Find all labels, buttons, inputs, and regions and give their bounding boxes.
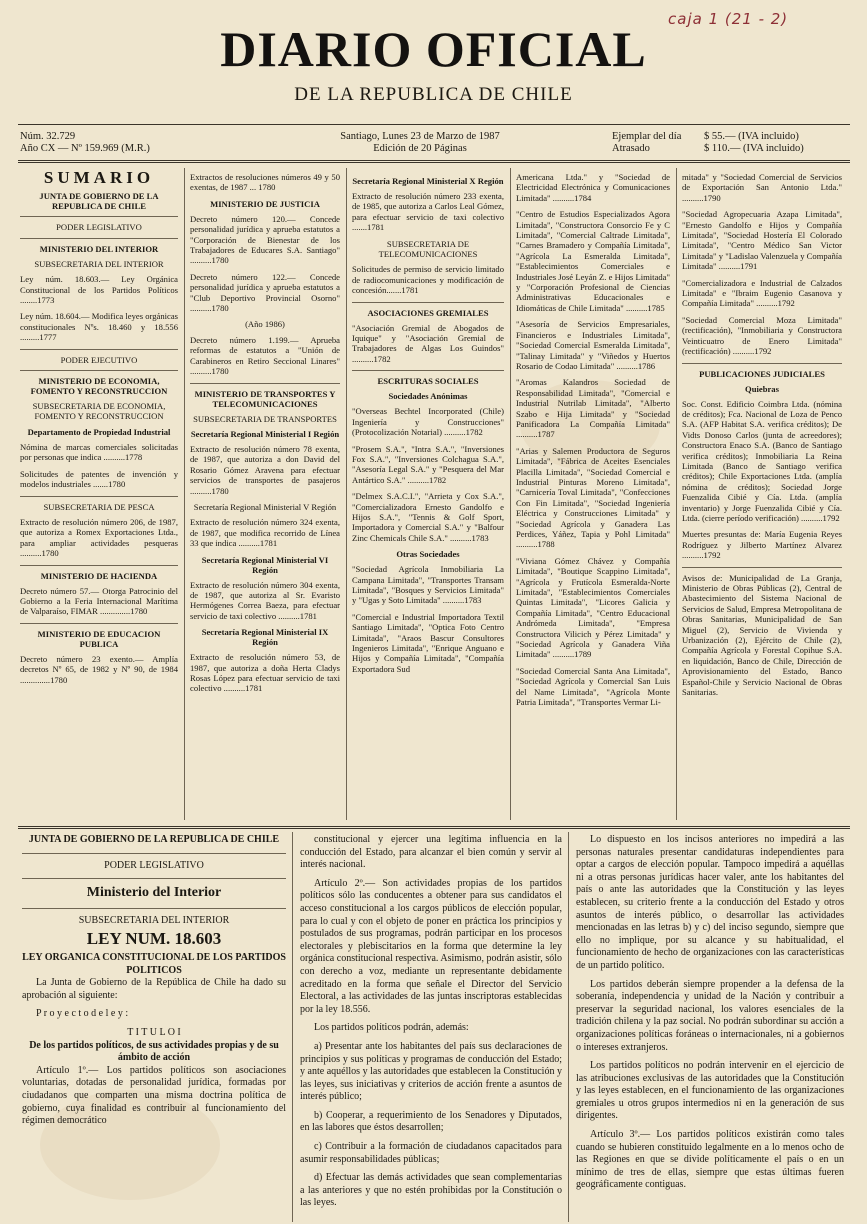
sumario-entry: "Asociación Gremial de Abogados de Iquique" y "Asociación Gremial de Trabajadores de Algas Los Guindos" ..........1782: [352, 322, 504, 364]
column-divider: [292, 832, 293, 1222]
sumario-entry: "Asesoría de Servicios Empresariales, Financieros e Industriales Limitada", "Sociedad Comercial Esmeralda Limitada", "Talinay Limitada" y "Viñedos y Huertos Rosario de Codao Limitada" ..........1786: [516, 319, 670, 371]
sumario-entry: Decreto número 122.— Concede personalidad jurídica y aprueba estatutos a "Club Deportivo Provincial Osorno" ..........1780: [190, 271, 340, 314]
sumario-heading: Secretaría Regional Ministerial VI Región: [201, 554, 329, 575]
sumario-entry: Ley núm. 18.604.— Modifica leyes orgánicas constitucionales Nºs. 18.460 y 18.556 .........1777: [20, 311, 178, 343]
law-paragraph: Lo dispuesto en los incisos anteriores no impedirá a las personas naturales presentar candidaturas independientes para optar a cargos de elección popular. Tampoco impedirá a aquéllas ni a otras personas jurídicas hacer valer, ante los habitantes del país o ante las autoridades que la Constitución y las leyes establecen, su criterio frente a la conducción del Estado y otros asuntos de interés público, o desarrollar las actividades mencionadas en las letras b) y c) del inciso segundo, siempre que ello no implique, por su alcance y su habitualidad, el funcionamiento de hecho de organizaciones con las características de un partido político.: [576, 834, 844, 971]
sumario-entry: "Sociedad Agrícola Inmobiliaria La Campana Limitada", "Transportes Transam Limitada", "Bosques y Servicios Limitada" y "Ugas y Soto Limitada" ..........1783: [352, 564, 504, 606]
sumario-entry: Extracto de resolución número 304 exenta, de 1987, que autoriza al Sr. Evaristo Hermógenes Correa Baeza, para efectuar servicio de taxi colectivo ..........1781: [190, 579, 340, 621]
ministry-heading: Ministerio del Interior: [86, 885, 222, 901]
sumario-heading: Departamento de Propiedad Industrial: [27, 426, 171, 437]
law-paragraph: Los partidos políticos no podrán intervenir en el ejercicio de las atribuciones exclusivas de las autoridades que la Constitución y las leyes establecen, en el funcionamiento de las organizaciones gremiales u otros grupos intermedios ni en la generación de sus dirigentes.: [576, 1060, 844, 1122]
masthead-subtitle: DE LA REPUBLICA DE CHILE: [294, 84, 573, 105]
sumario-entry: Decreto número 23 exento.— Amplía decretos Nº 65, de 1982 y Nº 90, de 1984 ..............1780: [20, 653, 178, 685]
sumario-entry: Decreto número 120.— Concede personalidad jurídica y aprueba estatutos a "Corporación de Bienestar de los Trabajadores de Educares S.A. Santiago" ..........1780: [190, 213, 340, 266]
section-divider: [20, 349, 178, 350]
column-divider: [184, 168, 185, 820]
issue-date: Santiago, Lunes 23 de Marzo de 1987: [340, 131, 500, 142]
section-divider: [20, 623, 178, 624]
law-heading: JUNTA DE GOBIERNO DE LA REPUBLICA DE CHILE: [28, 834, 280, 845]
sumario-entry: Nómina de marcas comerciales solicitadas por personas que indica ..........1778: [20, 441, 178, 463]
law-paragraph: c) Contribuir a la formación de ciudadanos capacitados para asumir responsabilidades públicas;: [300, 1141, 562, 1165]
sumario-entry: "Prosem S.A.", "Intra S.A.", "Inversiones Fox S.A.", "Inversiones Colchagua S.A.", "Asesoría Legal S.A." y "Pesquera del Mar Antártico S.A." ..........1782: [352, 443, 504, 485]
sumario-entry: Decreto número 57.— Otorga Patrocinio del Gobierno a la Feria Internacional Marítima de Valparaíso, FIMAR ..............1780: [20, 585, 178, 617]
sumario-heading: SUBSECRETARIA DE PESCA: [43, 501, 155, 512]
sumario-heading: (Año 1986): [245, 319, 285, 330]
price-day-label: Ejemplar del día: [612, 131, 682, 142]
column-divider: [568, 832, 569, 1222]
sumario-entry: Extracto de resolución número 206, de 1987, que autoriza a Romex Exportaciones Ltda., para ampliar actividades pesqueras ..........1780: [20, 516, 178, 559]
sumario-heading: MINISTERIO DE TRANSPORTES Y TELECOMUNICACIONES: [194, 388, 336, 409]
price-back-label: Atrasado: [612, 143, 650, 154]
sumario-entry: Extracto de resolución número 53, de 1987, que autoriza a doña Herta Cladys Rosas López para efectuar servicio de taxi colectivo ..........1781: [190, 652, 340, 694]
handwritten-archive-note: caja 1 (21 - 2): [668, 10, 789, 28]
law-subheading: SUBSECRETARIA DEL INTERIOR: [78, 914, 230, 926]
issue-year: Año CX — Nº 159.969 (M.R.): [20, 143, 150, 154]
sumario-column-5: [682, 172, 842, 820]
sumario-entry: Solicitudes de patentes de invención y modelos industriales .......1780: [20, 468, 178, 490]
issue-number-block: [20, 131, 220, 155]
section-divider: [352, 370, 504, 371]
sumario-heading: MINISTERIO DE EDUCACION PUBLICA: [37, 628, 161, 649]
sumario-heading: PODER EJECUTIVO: [60, 354, 138, 365]
sumario-heading: Secretaría Regional Ministerial V Región: [193, 501, 337, 512]
law-paragraph: a) Presentar ante los habitantes del país sus declaraciones de principios y sus políticas y programas de conducción del Estado; y ante aquéllos y las autoridades que establecen la Constitución y las leyes, sus iniciativas y criterios de acción frente a asuntos de interés público;: [300, 1040, 562, 1103]
law-heading: LEY ORGANICA CONSTITUCIONAL DE LOS PARTIDOS POLITICOS: [22, 951, 286, 976]
sumario-heading: SUBSECRETARIA DE TELECOMUNICACIONES: [378, 238, 478, 260]
sumario-bottom-rule: [18, 826, 850, 829]
section-divider: [22, 853, 286, 854]
sumario-heading: SUBSECRETARIA DE ECONOMIA, FOMENTO Y RECONSTRUCCION: [32, 401, 166, 422]
section-divider: [352, 302, 504, 303]
sumario-heading: Secretaría Regional Ministerial I Región: [190, 428, 340, 439]
sumario-entry: "Sociedad Comercial Moza Limitada" (rectificación), "Inmobiliaria y Constructora Veinticuatro de Enero Limitada" (rectificación) ..........1792: [682, 314, 842, 357]
sumario-heading: PODER LEGISLATIVO: [56, 222, 142, 233]
sumario-entry: "Comercializadora e Industrial de Calzados Limitada" e "Ibraim Eugenio Casanova y Compañía Limitada" ..........1792: [682, 277, 842, 309]
issue-price-block: [612, 131, 852, 155]
sumario-heading: ESCRITURAS SOCIALES: [377, 376, 479, 387]
law-paragraph: Los partidos deberán siempre propender a la defensa de la soberanía, independencia y unidad de la Nación y contribuir a preservar la seguridad nacional, los valores esenciales de la tradición chilena y la paz social. No podrán subordinar su acción a organizaciones políticas foráneas o internacionales, ni a gobiernos o intereses extranjeros.: [576, 978, 844, 1053]
issue-edition: Edición de 20 Páginas: [373, 143, 467, 154]
sumario-heading: JUNTA DE GOBIERNO DE LA REPUBLICA DE CHILE: [39, 191, 159, 212]
sumario-heading: MINISTERIO DE JUSTICIA: [210, 198, 320, 209]
sumario-entry: Extracto de resolución número 324 exenta, de 1987, que modifica recorrido de Línea 33 que indica ..........1781: [190, 517, 340, 549]
sumario-heading: SUBSECRETARIA DEL INTERIOR: [34, 258, 164, 269]
law-number-title: LEY NUM. 18.603: [86, 929, 222, 949]
sumario-heading: Sociedades Anónimas: [388, 391, 468, 402]
sumario-entry: "Arias y Salemen Productora de Seguros Limitada", "Fábrica de Aceites Esenciales Placilla Limitada", "Sociedad Comercial e Industrial Pinturas Moreno Limitada", "Carnicería Toval Limitada", "Confecciones Con Fin Limitada", "Sociedad Ingeniería Eléctrica y Construcciones Limitada" y "Sociedad Agrícola y Ganadera Las Perdices, Yáñez, Tapia y Pohl Limitada" ..........1788: [516, 445, 670, 550]
sumario-entry: Avisos de: Municipalidad de La Granja, Ministerio de Obras Públicas (2), Central de Abastecimiento del Sistema Nacional de Servicios de Salud, Empresa Metropolitana de Obras Sanitarias, Municipalidad de San Miguel (2), Servicio de Vivienda y Urbanización (2), Ejército de Chile (2), Compañía Agrícola y Forestal Copihue S.A. en liquidación, Banco de Chile, Dirección de Aprovisionamiento del Estado, Banco Español-Chile y Servicio Nacional de Obras Sanitarias.: [682, 572, 842, 698]
sumario-entry: "Viviana Gómez Chávez y Compañía Limitada", "Boutique Scappino Limitada", "Agrícola y Frutícola Esmeralda-Norte Limitada", "Establecimientos Comerciales Quintas Limitada", "Licores Galicia y Compañía Limitada", "Centro Educacional Andrómeda Limitada", "Empresa Constructora Vilicich y Pérez Limitada" y "Sociedad Agrícola y Ganadera Viña Limitada" ..........1789: [516, 555, 670, 660]
section-divider: [20, 565, 178, 566]
sumario-entry: Extracto de resolución número 233 exenta, de 1985, que autoriza a Carlos Leal Gómez, para efectuar servicio de taxi colectivo .......1781: [352, 191, 504, 233]
column-divider: [676, 168, 677, 820]
law-column-2: [300, 834, 562, 1220]
sumario-entry: Americana Ltda." y "Sociedad de Electricidad Electrónica y Comunicaciones Limitada" ..........1784: [516, 172, 670, 203]
sumario-heading: MINISTERIO DE HACIENDA: [40, 570, 158, 581]
section-divider: [682, 567, 842, 568]
sumario-heading: PUBLICACIONES JUDICIALES: [699, 368, 825, 379]
law-column-3: [576, 834, 844, 1220]
law-paragraph: Artículo 1º.— Los partidos políticos son asociaciones voluntarias, dotadas de personalidad jurídica, formadas por ciudadanos que comparten una misma doctrina política de gobierno, cuya finalidad es contribuir al funcionamiento del régimen democrático: [22, 1064, 286, 1127]
sumario-heading: Secretaría Regional Ministerial X Región: [352, 176, 504, 186]
section-divider: [20, 238, 178, 239]
sumario-title: SUMARIO: [43, 172, 155, 187]
section-divider: [190, 383, 340, 384]
sumario-entry: Extractos de resoluciones números 49 y 50 exentas, de 1987 ... 1780: [190, 172, 340, 193]
sumario-entry: "Centro de Estudios Especializados Agora Limitada", "Constructora Consorcio Fe y C Limitada", "Comercial Caltrade Limitada", "Carnes Bramadero y Compañía Limitada", "Agrícola La Esmeralda Limitada", "Establecimientos Comerciales e Industriales José Leyán Z. e Hijos Limitada" y "Corporación Profesional de Ciencias Administrativas Educacionales e Idiomáticas de Chile Limitada" ..........1785: [516, 209, 670, 313]
sumario-entry: "Aromas Kalandros Sociedad de Responsabilidad Limitada", "Comercial e Industrial Nutrilab Limitada", "Alberto Szabo e Hija Limitada" y "Sociedad Panificadora La Compañía Limitada" ..........1787: [516, 377, 670, 440]
section-divider: [20, 496, 178, 497]
price-day: $ 55.— (IVA incluido): [704, 131, 799, 142]
section-divider: [20, 216, 178, 217]
header-double-rule: [18, 160, 850, 163]
sumario-entry: "Overseas Bechtel Incorporated (Chile) Ingeniería y Construcciones" (Protocolización Notarial) ..........1782: [352, 406, 504, 438]
law-subheading: PODER LEGISLATIVO: [104, 859, 204, 871]
sumario-heading: Otras Sociedades: [396, 549, 460, 560]
law-column-1: [22, 834, 286, 1220]
price-back: $ 110.— (IVA incluido): [704, 143, 804, 154]
sumario-column-4: [516, 172, 670, 820]
masthead-title: DIARIO OFICIAL: [220, 21, 647, 77]
sumario-heading: ASOCIACIONES GREMIALES: [367, 307, 489, 318]
law-paragraph: constitucional y ejercer una legítima influencia en la conducción del Estado, para alcanzar el bien común y servir al interés nacional.: [300, 834, 562, 871]
law-paragraph: Artículo 2º.— Son actividades propias de los partidos políticos sólo las conducentes a obtener para sus candidatos el acceso constitucional a los cargos públicos de elección popular, para lo cual y con el objeto de poner en práctica los principios y postulados de sus programas, podrán participar en los procesos electorales y plebiscitarios en la forma que determine la ley orgánica constitucional respectiva. Asimismo, podrán asistir, sólo con derecho a voz, mediante un representante debidamente acreditado en la forma que señale el Director del Servicio Electoral, a las actividades de las juntas inscriptoras establecidas por la ley 18.556.: [300, 877, 562, 1015]
sumario-heading: MINISTERIO DE ECONOMIA, FOMENTO Y RECONSTRUCCION: [30, 376, 168, 397]
column-divider: [346, 168, 347, 820]
sumario-entry: Solicitudes de permiso de servicio limitado de radiocomunicaciones y modificación de concesión.......1781: [352, 264, 504, 296]
law-paragraph: Artículo 3º.— Los partidos políticos existirán como tales cuando se hubieren constituido legalmente en a lo menos ocho de las Regiones en que se divide políticamente el país o en un mínimo de tres de ellas, siempre que estas últimas fueren geográficamente contiguas.: [576, 1129, 844, 1191]
law-paragraph: d) Efectuar las demás actividades que sean complementarias a las anteriores y que no estén prohibidas por la Constitución o las leyes.: [300, 1172, 562, 1209]
sumario-column-1: [20, 172, 178, 820]
law-paragraph: b) Cooperar, a requerimiento de los Senadores y Diputados, en las labores que éstos desarrollen;: [300, 1109, 562, 1134]
law-heading: De los partidos políticos, de sus actividades propias y de su ámbito de acción: [29, 1039, 279, 1064]
sumario-heading: MINISTERIO DEL INTERIOR: [39, 243, 159, 254]
sumario-heading: SUBSECRETARIA DE TRANSPORTES: [193, 413, 337, 424]
section-divider: [682, 363, 842, 364]
sumario-entry: Soc. Const. Edificio Coimbra Ltda. (nómina de créditos); Fca. Nacional de Loza de Penco S.A. (AFP Habitat S.A. verifica créditos); De Vidts Donoso Carlos (junta de acreedores); Constructora Enaco S.A. (Banco de Santiago verifica créditos); Inmobiliaria La Reina Limitada (Banco de Santiago verifica créditos); Chile Exportaciones Ltda. (amplía nómina de créditos); Sociedad Jorge Fuenzalida Cibié y Cía. Ltda. (amplía inventario) y Jorge Fuenzalida Cibié y Cía. Ltda. (cierre período verificación) ..........1792: [682, 398, 842, 523]
sumario-entry: "Delmex S.A.C.I.", "Arrieta y Cox S.A.", "Comercializadora Ernesto Gandolfo e Hijos S.A.", "Tennis & Golf Sport, Importadora y Comercial S.A." y "Balfour Zinc Chemicals Chile S.A." ..........1783: [352, 491, 504, 543]
law-paragraph: La Junta de Gobierno de la República de Chile ha dado su aprobación al siguiente:: [22, 977, 286, 1001]
law-subheading: T I T U L O I: [127, 1026, 181, 1038]
sumario-entry: "Sociedad Comercial Santa Ana Limitada", "Sociedad Agrícola y Comercial San Luis del Name Limitada", "Agrícola Monte Patria Limitada", "Transportes Vermar Li-: [516, 665, 670, 708]
sumario-column-2: [190, 172, 340, 820]
sumario-entry: Decreto número 1.199.— Aprueba reformas de estatutos a "Unión de Carabineros en Retiro Seccional Linares" ..........1780: [190, 334, 340, 377]
law-paragraph: P r o y e c t o d e l e y :: [36, 1008, 129, 1020]
sumario-entry: Muertes presuntas de: María Eugenia Reyes Rodríguez y Jilberto Martínez Alvarez ..........1792: [682, 529, 842, 561]
section-divider: [22, 878, 286, 879]
sumario-entry: Extracto de resolución número 78 exenta, de 1987, que autoriza a don David del Rosario Gómez Aravena para efectuar servicios de transportes de pasajeros ..........1780: [190, 443, 340, 496]
column-divider: [510, 168, 511, 820]
issue-number: Núm. 32.729: [20, 131, 76, 142]
masthead-rule: [18, 124, 850, 125]
sumario-entry: mitada" y "Sociedad Comercial de Servicios de Exportación San Antonio Ltda." ..........1790: [682, 172, 842, 203]
sumario-entry: "Sociedad Agropecuaria Azapa Limitada", "Ernesto Gandolfo e Hijos y Compañía Limitada", "Sociedad Hostería El Colorado Limitada", "Centro Médico San Victor Limitada" y "Ladislao Valenzuela y Compañía Limitada" ..........1791: [682, 209, 842, 272]
section-divider: [20, 370, 178, 371]
sumario-heading: Quiebras: [745, 383, 779, 394]
section-divider: [22, 908, 286, 909]
issue-date-block: [300, 131, 540, 155]
sumario-column-3: [352, 172, 504, 820]
sumario-entry: Ley núm. 18.603.— Ley Orgánica Constitucional de los Partidos Políticos ........1773: [20, 274, 178, 306]
sumario-entry: "Comercial e Industrial Importadora Textil Santiago Limitada", "Optica Foto Centro Limitada", "Araos Bascur Consultores Ingenieros Limitada", "Enrique Anguano e Hijos y Compañía Limitada", "Compañía Exportadora Sud: [352, 611, 504, 674]
law-paragraph: Los partidos políticos podrán, además:: [314, 1022, 469, 1034]
sumario-heading: Secretaría Regional Ministerial IX Región: [201, 627, 329, 648]
